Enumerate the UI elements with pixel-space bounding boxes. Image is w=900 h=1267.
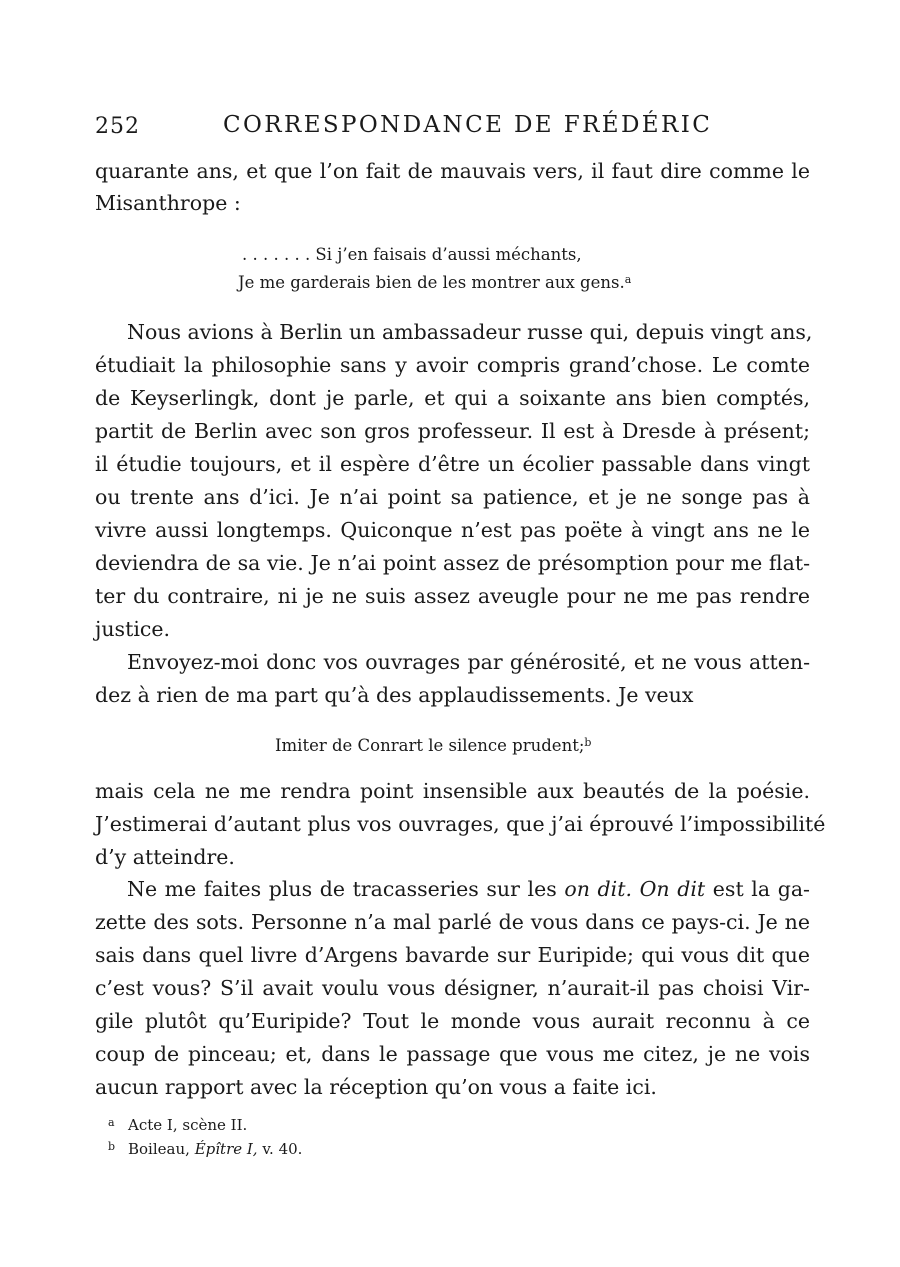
text-line: Envoyez-moi donc vos ouvrages par générosité, et ne vous atten- — [127, 650, 810, 674]
work-title: Épître I, — [194, 1140, 258, 1158]
text-line: mais cela ne me rendra point insensible aux beautés de la poésie. — [95, 779, 810, 803]
text-line: J’estimerai d’autant plus vos ouvrages, que j’ai éprouvé l’impossibilité — [95, 812, 826, 836]
text-line: d’y atteindre. — [95, 845, 235, 869]
text-line: Ne me faites plus de tracasseries sur les on dit. On dit est la ga- — [127, 877, 810, 901]
text-line: partit de Berlin avec son gros professeur. Il est à Dresde à présent; — [95, 419, 810, 443]
verse-line: Imiter de Conrart le silence prudent;$^b$ — [275, 736, 592, 755]
italic-phrase: on dit. — [564, 877, 632, 901]
verse-line: . . . . . . . Si j’en faisais d’aussi méchants, — [242, 245, 582, 264]
page-header — [95, 110, 815, 144]
text-line: deviendra de sa vie. Je n’ai point assez de présomption pour me flat- — [95, 551, 810, 575]
text-line: ter du contraire, ni je ne suis assez aveugle pour ne me pas rendre — [95, 584, 810, 608]
text-line: il étudie toujours, et il espère d’être un écolier passable dans vingt — [95, 452, 810, 476]
footnote-a: a Acte I, scène II. — [108, 1116, 248, 1134]
text-line: sais dans quel livre d’Argens bavarde sur Euripide; qui vous dit que — [95, 943, 810, 967]
text-line: justice. — [95, 617, 171, 641]
verse-line: Je me garderais bien de les montrer aux gens.$^a$ — [238, 273, 632, 292]
footnote-b: b Boileau, Épître I, v. 40. — [108, 1140, 303, 1158]
text-line: dez à rien de ma part qu’à des applaudissements. Je veux — [95, 683, 694, 707]
text-line: étudiait la philosophie sans y avoir compris grand’chose. Le comte — [95, 353, 810, 377]
text-line: Misanthrope : — [95, 191, 241, 215]
footnote-ref-a: a — [624, 273, 632, 286]
text-line: Nous avions à Berlin un ambassadeur russe qui, depuis vingt ans, — [127, 320, 813, 344]
text-line: zette des sots. Personne n’a mal parlé de vous dans ce pays-ci. Je ne — [95, 910, 810, 934]
text-line: vivre aussi longtemps. Quiconque n’est pas poëte à vingt ans ne le — [95, 518, 810, 542]
text-line: de Keyserlingk, dont je parle, et qui a soixante ans bien comptés, — [95, 386, 810, 410]
text-line: gile plutôt qu’Euripide? Tout le monde vous aurait reconnu à ce — [95, 1009, 810, 1033]
text-line: aucun rapport avec la réception qu’on vous a faite ici. — [95, 1075, 657, 1099]
footnote-ref-b: b — [584, 736, 592, 749]
text-line: c’est vous? S’il avait voulu vous désigner, n’aurait-il pas choisi Vir- — [95, 976, 810, 1000]
italic-phrase: On dit — [639, 877, 706, 901]
text-line: quarante ans, et que l’on fait de mauvais vers, il faut dire comme le — [95, 159, 810, 183]
running-title: CORRESPONDANCE DE FRÉDÉRIC — [223, 112, 713, 138]
page-number: 252 — [95, 114, 140, 139]
text-line: ou trente ans d’ici. Je n’ai point sa patience, et je ne songe pas à — [95, 485, 810, 509]
text-line: coup de pinceau; et, dans le passage que vous me citez, je ne vois — [95, 1042, 810, 1066]
